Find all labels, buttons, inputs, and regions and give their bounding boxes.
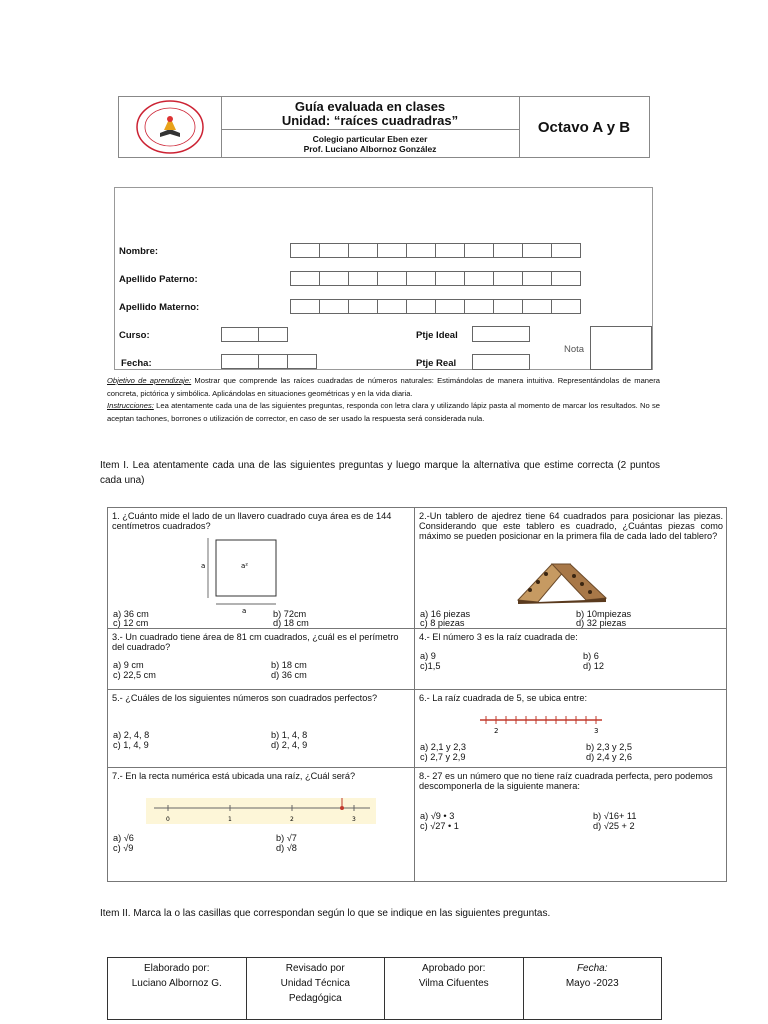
figure-side-label: a bbox=[201, 562, 206, 570]
guide-title: Guía evaluada en clases bbox=[294, 99, 446, 114]
questions-grid bbox=[107, 507, 727, 882]
objective-label: Objetivo de aprendizaje: bbox=[107, 376, 192, 385]
chessboard-image bbox=[508, 558, 618, 606]
question-2: 2.-Un tablero de ajedrez tiene 64 cuadrados para posicionar las piezas. Considerando que este tablero es cuadrado, ¿Cuántas piezas como máximo se pueden posicionar en la primera fila de cada lado del tablero? bbox=[419, 511, 723, 541]
nota-label: Nota bbox=[564, 344, 585, 355]
approval-footer-table bbox=[107, 957, 662, 1020]
fecha-label: Fecha: bbox=[121, 358, 152, 369]
q4-option-c[interactable]: c)1,5 bbox=[420, 661, 441, 671]
header-title-cell bbox=[221, 97, 520, 157]
revisado-name: Unidad Técnica Pedagógica bbox=[280, 978, 350, 1004]
q7-option-d[interactable]: d) √8 bbox=[276, 843, 297, 853]
q3-option-d[interactable]: d) 36 cm bbox=[271, 670, 307, 680]
figure-bottom-label: a bbox=[242, 607, 247, 614]
q2-option-d[interactable]: d) 32 piezas bbox=[576, 618, 627, 628]
q8-option-a[interactable]: a) √9 • 3 bbox=[420, 811, 455, 821]
ptje-ideal-field[interactable] bbox=[472, 326, 530, 342]
q6-option-c[interactable]: c) 2,7 y 2,9 bbox=[420, 752, 466, 762]
nombre-field[interactable] bbox=[290, 243, 580, 258]
revisado-cell bbox=[247, 958, 386, 1019]
number-line-0-3 bbox=[146, 798, 376, 824]
curso-field[interactable] bbox=[221, 327, 287, 342]
question-8: 8.- 27 es un número que no tiene raíz cuadrada perfecta, pero podemos descomponerla de la siguiente manera: bbox=[419, 771, 713, 791]
document-header bbox=[118, 96, 650, 158]
nota-field[interactable] bbox=[590, 326, 652, 370]
figure-center-label: a² bbox=[241, 562, 249, 570]
item-1-heading: Item I. Lea atentamente cada una de las siguientes preguntas y luego marque la alternativa que estime correcta (2 puntos cada una) bbox=[100, 460, 660, 486]
tick-label-0: 0 bbox=[166, 816, 170, 823]
unit-title: Unidad: “raíces cuadradras” bbox=[281, 113, 459, 128]
q2-option-c[interactable]: c) 8 piezas bbox=[420, 618, 465, 628]
curso-label: Curso: bbox=[119, 330, 150, 341]
tick-label-3: 3 bbox=[594, 727, 599, 734]
q5-option-b[interactable]: b) 1, 4, 8 bbox=[271, 730, 308, 740]
q4-option-b[interactable]: b) 6 bbox=[583, 651, 599, 661]
q2-option-b[interactable]: b) 10mpiezas bbox=[576, 609, 632, 619]
ptje-real-field[interactable] bbox=[472, 354, 530, 370]
number-line-2-3 bbox=[476, 712, 606, 734]
q3-option-b[interactable]: b) 18 cm bbox=[271, 660, 307, 670]
q5-option-c[interactable]: c) 1, 4, 9 bbox=[113, 740, 149, 750]
objective-block bbox=[107, 375, 660, 425]
school-logo-cell bbox=[119, 97, 222, 157]
question-7: 7.- En la recta numérica está ubicada una raíz, ¿Cuál será? bbox=[112, 771, 356, 781]
tick-label-1: 1 bbox=[228, 816, 232, 823]
fecha-cell bbox=[524, 958, 662, 1019]
fecha-footer-value: Mayo -2023 bbox=[565, 978, 619, 989]
q5-option-d[interactable]: d) 2, 4, 9 bbox=[271, 740, 308, 750]
item-2-heading: Item II. Marca la o las casillas que correspondan según lo que se indique en las siguientes preguntas. bbox=[100, 908, 551, 919]
elaborado-name: Luciano Albornoz G. bbox=[131, 978, 222, 989]
q1-option-d[interactable]: d) 18 cm bbox=[273, 618, 309, 628]
q1-option-c[interactable]: c) 12 cm bbox=[113, 618, 149, 628]
q7-option-c[interactable]: c) √9 bbox=[113, 843, 134, 853]
q3-option-c[interactable]: c) 22,5 cm bbox=[113, 670, 156, 680]
tick-label-2: 2 bbox=[494, 727, 499, 734]
aprobado-name: Vilma Cifuentes bbox=[418, 978, 489, 989]
apellido-paterno-label: Apellido Paterno: bbox=[119, 274, 198, 285]
q8-option-b[interactable]: b) √16+ 11 bbox=[593, 811, 637, 821]
q1-option-a[interactable]: a) 36 cm bbox=[113, 609, 149, 619]
elaborado-label: Elaborado por: bbox=[143, 963, 210, 974]
square-keychain-figure bbox=[198, 534, 298, 614]
question-6: 6.- La raíz cuadrada de 5, se ubica entre: bbox=[419, 693, 588, 703]
aprobado-label: Aprobado por: bbox=[422, 963, 486, 974]
school-logo bbox=[119, 97, 221, 157]
ptje-ideal-label: Ptje Ideal bbox=[416, 330, 458, 341]
student-info-box bbox=[114, 187, 653, 370]
q6-option-b[interactable]: b) 2,3 y 2,5 bbox=[586, 742, 632, 752]
q7-option-b[interactable]: b) √7 bbox=[276, 833, 297, 843]
instructions-label: Instrucciones: bbox=[107, 401, 154, 411]
q1-option-b[interactable]: b) 72cm bbox=[273, 609, 307, 619]
apellido-paterno-field[interactable] bbox=[290, 271, 580, 286]
q2-option-a[interactable]: a) 16 piezas bbox=[420, 609, 471, 619]
elaborado-cell bbox=[108, 958, 247, 1019]
q4-option-d[interactable]: d) 12 bbox=[583, 661, 604, 671]
fecha-field[interactable] bbox=[221, 354, 316, 369]
nombre-label: Nombre: bbox=[119, 246, 159, 257]
revisado-label: Revisado por bbox=[285, 963, 345, 974]
q4-option-a[interactable]: a) 9 bbox=[420, 651, 436, 661]
q7-option-a[interactable]: a) √6 bbox=[113, 833, 134, 843]
objective-text: Mostrar que comprende las raíces cuadradas de números naturales: Estimándolas de manera intuitiva. Representándolas de manera concreta, pictórica y simbólica. Aplicándolas en situaciones geométricas y en la vida diaria. bbox=[107, 376, 660, 398]
q6-option-a[interactable]: a) 2,1 y 2,3 bbox=[420, 742, 466, 752]
q8-option-c[interactable]: c) √27 • 1 bbox=[420, 821, 459, 831]
aprobado-cell bbox=[385, 958, 524, 1019]
q3-option-a[interactable]: a) 9 cm bbox=[113, 660, 144, 670]
ptje-real-label: Ptje Real bbox=[416, 358, 457, 369]
q5-option-a[interactable]: a) 2, 4, 8 bbox=[113, 730, 150, 740]
tick-label-2: 2 bbox=[290, 816, 294, 823]
teacher-name: Prof. Luciano Albornoz González bbox=[303, 144, 437, 154]
question-4: 4.- El número 3 es la raíz cuadrada de: bbox=[419, 632, 578, 642]
q6-option-d[interactable]: d) 2,4 y 2,6 bbox=[586, 752, 632, 762]
question-1: 1. ¿Cuánto mide el lado de un llavero cuadrado cuya área es de 144 centímetros cuadrados? bbox=[112, 511, 392, 531]
school-name: Colegio particular Eben ezer bbox=[312, 134, 428, 144]
tick-label-3: 3 bbox=[352, 816, 356, 823]
q8-option-d[interactable]: d) √25 + 2 bbox=[593, 821, 635, 831]
instructions-text: Lea atentamente cada una de las siguientes preguntas, responda con letra clara y utilizando lápiz pasta al momento de marcar los resultados. No se aceptan tachones, borrones o utilización de corrector, en caso de ser usado la respuesta será considerada nula. bbox=[107, 401, 660, 423]
apellido-materno-field[interactable] bbox=[290, 299, 580, 314]
grade-label: Octavo A y B bbox=[537, 118, 631, 136]
apellido-materno-label: Apellido Materno: bbox=[119, 302, 200, 313]
question-3: 3.- Un cuadrado tiene área de 81 cm cuadrados, ¿cuál es el perímetro del cuadrado? bbox=[112, 632, 399, 652]
fecha-footer-label: Fecha: bbox=[576, 963, 608, 974]
question-5: 5.- ¿Cuáles de los siguientes números son cuadrados perfectos? bbox=[112, 693, 378, 703]
